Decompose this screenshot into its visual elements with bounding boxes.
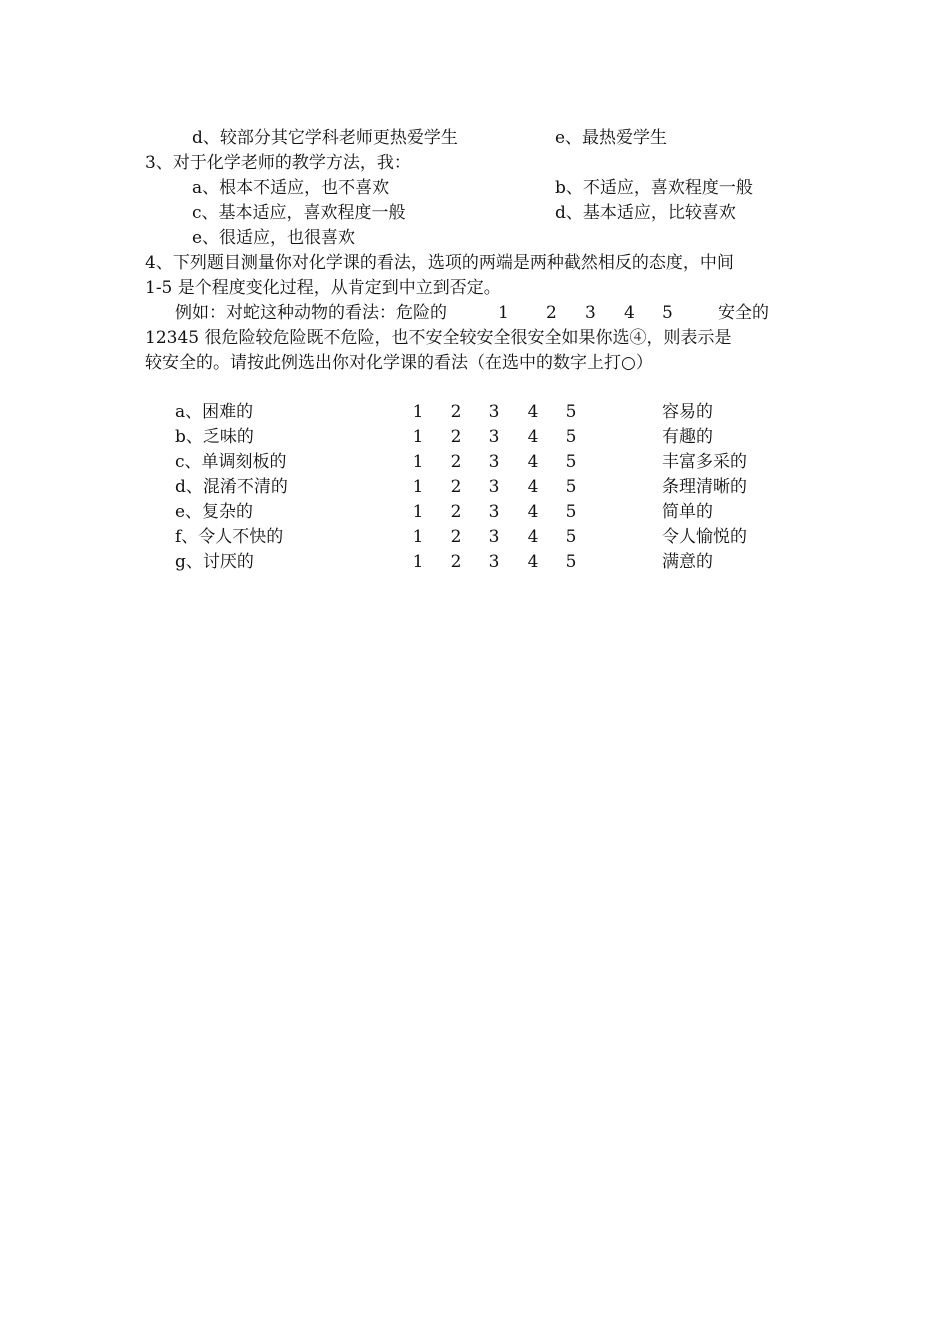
positive-label: 令人愉悦的	[662, 527, 747, 547]
negative-label: e、复杂的	[175, 502, 254, 522]
negative-label: g、讨厌的	[175, 552, 254, 572]
q3-option-e: e、很适应，也很喜欢	[192, 228, 356, 248]
scale-option-2[interactable]: 2	[450, 552, 462, 572]
scale-item-row	[0, 526, 950, 550]
scale-option-3[interactable]: 3	[488, 502, 500, 522]
q4-example-line1	[175, 302, 447, 326]
scale-option-1[interactable]: 1	[412, 452, 424, 472]
scale-item-row	[0, 501, 950, 525]
q4-example-line2: 12345 很危险较危险既不危险，也不安全较安全很安全如果你选④，则表示是	[145, 328, 732, 348]
example-num-2: 2	[546, 303, 557, 323]
negative-label: c、单调刻板的	[175, 452, 287, 472]
scale-option-1[interactable]: 1	[412, 502, 424, 522]
scale-option-3[interactable]: 3	[488, 477, 500, 497]
scale-option-2[interactable]: 2	[450, 477, 462, 497]
q4-example-line3: 较安全的。请按此例选出你对化学课的看法（在选中的数字上打○）	[145, 353, 653, 373]
negative-label: f、令人不快的	[175, 527, 284, 547]
scale-option-4[interactable]: 4	[527, 427, 539, 447]
scale-option-4[interactable]: 4	[527, 477, 539, 497]
scale-option-4[interactable]: 4	[527, 402, 539, 422]
scale-option-3[interactable]: 3	[488, 402, 500, 422]
positive-label: 条理清晰的	[662, 477, 747, 497]
positive-label: 容易的	[662, 402, 713, 422]
q3-option-d: d、基本适应，比较喜欢	[555, 203, 736, 223]
scale-option-3[interactable]: 3	[488, 427, 500, 447]
scale-option-5[interactable]: 5	[565, 402, 577, 422]
scale-item-row	[0, 426, 950, 450]
scale-option-4[interactable]: 4	[527, 502, 539, 522]
scale-option-1[interactable]: 1	[412, 552, 424, 572]
scale-item-row	[0, 451, 950, 475]
example-num-1: 1	[498, 303, 509, 323]
scale-option-3[interactable]: 3	[488, 452, 500, 472]
example-suffix: 安全的	[718, 303, 769, 323]
positive-label: 丰富多采的	[662, 452, 747, 472]
example-num-5: 5	[662, 303, 673, 323]
scale-option-1[interactable]: 1	[412, 427, 424, 447]
positive-label: 有趣的	[662, 427, 713, 447]
q3-option-b: b、不适应，喜欢程度一般	[555, 178, 753, 198]
scale-option-5[interactable]: 5	[565, 527, 577, 547]
scale-option-5[interactable]: 5	[565, 427, 577, 447]
scale-option-4[interactable]: 4	[527, 552, 539, 572]
q4-title-line1: 4、下列题目测量你对化学课的看法，选项的两端是两种截然相反的态度，中间	[145, 253, 734, 273]
scale-option-2[interactable]: 2	[450, 427, 462, 447]
scale-option-5[interactable]: 5	[565, 477, 577, 497]
scale-option-3[interactable]: 3	[488, 552, 500, 572]
scale-option-1[interactable]: 1	[412, 527, 424, 547]
positive-label: 满意的	[662, 552, 713, 572]
scale-option-4[interactable]: 4	[527, 452, 539, 472]
positive-label: 简单的	[662, 502, 713, 522]
scale-option-2[interactable]: 2	[450, 502, 462, 522]
example-num-3: 3	[585, 303, 596, 323]
scale-item-row	[0, 401, 950, 425]
q3-option-a: a、根本不适应，也不喜欢	[192, 178, 390, 198]
scale-option-1[interactable]: 1	[412, 477, 424, 497]
example-num-4: 4	[624, 303, 635, 323]
scale-option-4[interactable]: 4	[527, 527, 539, 547]
q2-option-e: e、最热爱学生	[555, 128, 668, 148]
negative-label: b、乏味的	[175, 427, 254, 447]
scale-option-2[interactable]: 2	[450, 402, 462, 422]
q3-option-c: c、基本适应，喜欢程度一般	[192, 203, 406, 223]
scale-option-3[interactable]: 3	[488, 527, 500, 547]
negative-label: d、混淆不清的	[175, 477, 288, 497]
scale-option-5[interactable]: 5	[565, 452, 577, 472]
q3-title: 3、对于化学老师的教学方法，我：	[145, 153, 411, 173]
scale-item-row	[0, 476, 950, 500]
scale-option-5[interactable]: 5	[565, 502, 577, 522]
scale-item-row	[0, 551, 950, 575]
scale-option-2[interactable]: 2	[450, 452, 462, 472]
q4-title-line2: 1-5 是个程度变化过程，从肯定到中立到否定。	[145, 278, 501, 298]
scale-option-5[interactable]: 5	[565, 552, 577, 572]
q2-option-d: d、较部分其它学科老师更热爱学生	[192, 128, 458, 148]
scale-option-2[interactable]: 2	[450, 527, 462, 547]
negative-label: a、困难的	[175, 402, 254, 422]
scale-option-1[interactable]: 1	[412, 402, 424, 422]
example-prefix: 例如：对蛇这种动物的看法：危险的	[175, 303, 447, 323]
